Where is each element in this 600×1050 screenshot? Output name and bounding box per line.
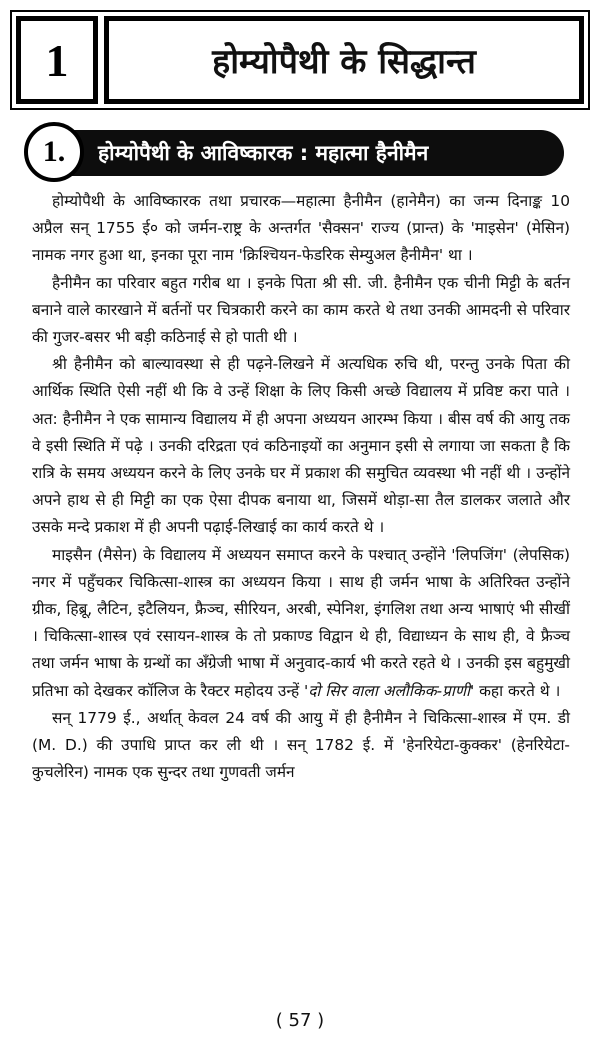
chapter-number: 1 bbox=[45, 34, 69, 86]
paragraph-education bbox=[32, 542, 570, 705]
section-number: 1. bbox=[42, 135, 66, 168]
chapter-title: होम्योपैथी के सिद्धान्त bbox=[212, 42, 476, 82]
paragraph-education-text: माइसैन (मैसेन) के विद्यालय में अध्ययन समाप्त करने के पश्चात् उन्होंने 'लिपजिंग' (लेपसिक) नगर में पहुँचकर चिकित्सा-शास्त्र का अध्ययन किया । साथ ही जर्मन भाषा के अतिरिक्त उन्होंने ग्रीक, हिब्रू, लैटिन, इटैलियन, फ्रैञ्च, सीरियन, अरबी, स्पेनिश, इंगलिश तथा अन्य भाषाएं भी सीखीं । चिकित्सा-शास्त्र एवं रसायन-शास्त्र के तो प्रकाण्ड विद्वान थे ही, विद्याध्यन के साथ ही, वे फ्रैञ्च तथा जर्मन भाषा के ग्रन्थों का अँग्रेजी भाषा में अनुवाद-कार्य भी करते रहते थे । उनकी इस बहुमुखी प्रतिभा को देखकर कॉलिज के रैक्टर महोदय उन्हें bbox=[32, 545, 570, 700]
chapter-title-box bbox=[104, 16, 584, 104]
paragraph-childhood: श्री हैनीमैन को बाल्यावस्था से ही पढ़ने-लिखने में अत्यधिक रुचि थी, परन्तु उनके पिता की आर्थिक स्थिति ऐसी नहीं थी कि वे उन्हें शिक्षा के लिए किसी अच्छे विद्यालय में प्रविष्ट करा पाते । अत: हैनीमैन ने एक सामान्य विद्यालय में ही अपना अध्ययन आरम्भ किया । बीस वर्ष की आयु तक वे इसी स्थिति में पढ़े । उनकी दरिद्रता एवं कठिनाइयों का अनुमान इसी से लगाया जा सकता है कि रात्रि के समय अध्ययन करने के लिए उनके घर में प्रकाश की समुचित व्यवस्था भी नहीं थी । उन्होंने अपने हाथ से ही मिट्टी का एक ऐसा दीपक बनाया था, जिसमें थोड़ा-सा तैल डालकर जलाते और उसके मन्दे प्रकाश में ही अपनी पढ़ाई-लिखाई का कार्य करते थे । bbox=[32, 355, 570, 537]
page-number: ( 57 ) bbox=[275, 1010, 325, 1031]
paragraph-degree: सन् 1779 ई., अर्थात् केवल 24 वर्ष की आयु में ही हैनीमैन ने चिकित्सा-शास्त्र में एम. डी (M. D.) की उपाधि प्राप्त कर ली थी । सन् 1782 ई. में 'हेनरियेटा-कुक्कर' (हेनरियेटा-कुचलेरिन) नामक एक सुन्दर तथा गुणवती जर्मन bbox=[32, 708, 570, 782]
section-number-circle bbox=[24, 122, 84, 182]
section-title-bar bbox=[54, 130, 564, 176]
body-text bbox=[32, 188, 570, 786]
section-banner bbox=[24, 122, 564, 182]
paragraph-family: हैनीमैन का परिवार बहुत गरीब था । इनके पिता श्री सी. जी. हैनीमैन एक चीनी मिट्टी के बर्तन बनाने वाले कारखाने में बर्तनों पर चित्रकारी करने का काम करते थे तथा उनकी आमदनी से परिवार की गुजर-बसर भी बड़ी कठिनाई से हो पाती थी । bbox=[32, 273, 570, 347]
paragraph-education-emphasis: 'दो सिर वाला अलौकिक-प्राणी' bbox=[304, 681, 475, 700]
paragraph-education-end: कहा करते थे । bbox=[474, 681, 561, 700]
chapter-header bbox=[10, 10, 590, 110]
chapter-number-box bbox=[16, 16, 98, 104]
section-title: होम्योपैथी के आविष्कारक : महात्मा हैनीमैन bbox=[98, 141, 429, 165]
paragraph-birth: होम्योपैथी के आविष्कारक तथा प्रचारक—महात्मा हैनीमैन (हानेमैन) का जन्म दिनाङ्क 10 अप्रैल सन् 1755 ई० को जर्मन-राष्ट्र के अन्तर्गत 'सैक्सन' राज्य (प्रान्त) के 'माइसेन' (मेसिन) नामक नगर हुआ था, इनका पूरा नाम 'क्रिश्चियन-फेडरिक सेम्युअल हैनीमैन' था । bbox=[32, 192, 570, 265]
